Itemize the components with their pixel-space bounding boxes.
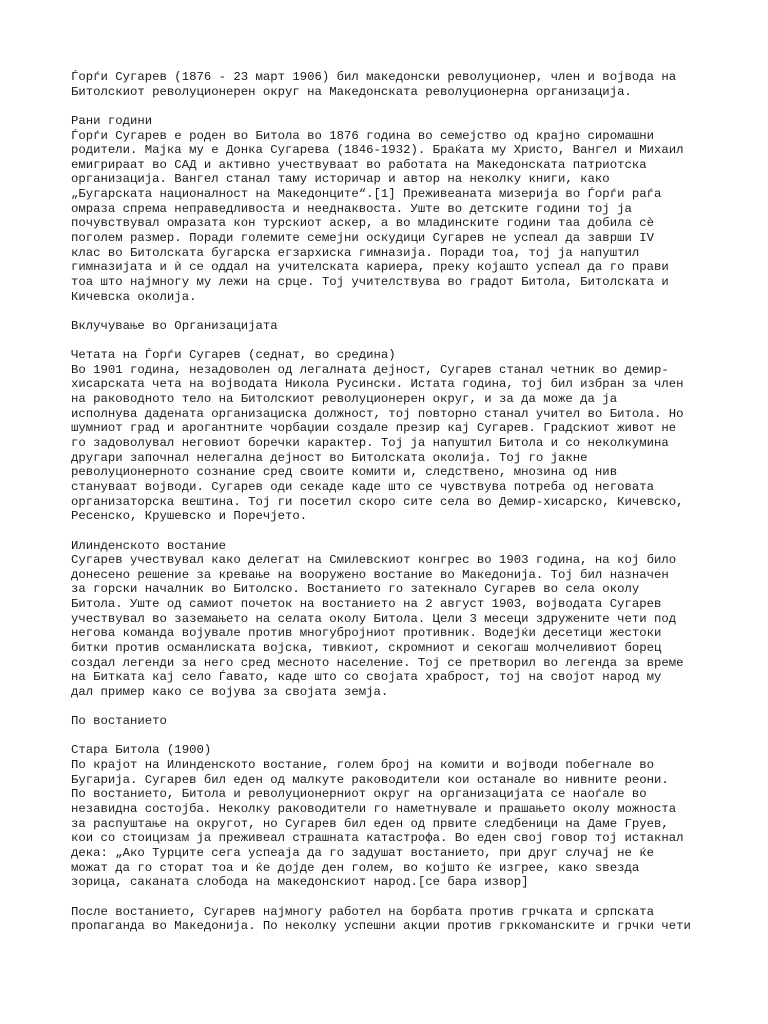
text-line: учествувал во заземањето на селата околу Битола. Цели 3 месеци здружените чети под [71,611,677,626]
text-line: поголем размер. Поради големите семејни оскудици Сугарев не успеал да заврши IV [71,231,654,246]
text-line: Бугарија. Сугарев бил еден од малкуте раководители кои останале во нивните реони. [71,772,669,787]
blank-line [71,700,711,715]
text-line: шумниот град и арогантните чорбаџии создале презир кај Сугарев. Градскиот живот не [71,421,677,436]
text-line: гимназијата и ѝ се оддал на учителската кариера, преку којашто успеал да го прави [71,260,669,275]
blank-line [71,334,711,349]
text-line: создал легенди за него сред месното население. Тој се претворил во легенда за време [71,655,684,670]
text-line: донесено решение за кревање на вооружено востание во Македонија. Тој бил назначен [71,567,669,582]
text-line: По крајот на Илинденското востание, голем број на комити и војводи побегнале во [71,758,654,773]
text-line: Стара Битола (1900) [71,743,212,758]
text-line: дека: „Ако Турците сега успеаја да го задушат востанието, при друг случај не ќе [71,845,654,860]
text-line: незавидна состојба. Неколку раководители го наметнувале и прашањето околу можноста [71,802,677,817]
text-line: пропаганда во Македонија. По неколку успешни акции против грккоманските и грчки чети [71,919,691,934]
text-line: родители. Мајка му е Донка Сугарева (1846-1932). Браќата му Христо, Вангел и Михаил [71,143,684,158]
blank-line [71,729,711,744]
text-line: Битолскиот револуционерен округ на Македонската револуционерна организација. [71,84,632,99]
text-line: Рани години [71,113,153,128]
text-line: Ресенско, Крушевско и Поречјето. [71,509,308,524]
text-line: Сугарев учествувал како делегат на Смилевскиот конгрес во 1903 година, на кој било [71,553,677,568]
text-line: организација. Вангел станал таму историчар и автор на неколку книги, како [71,172,610,187]
text-line: за горски началник во Битолско. Востанието го затекнало Сугарев во села околу [71,582,640,597]
text-line: омраза спрема неправедливоста и нееднаквоста. Уште во детските години тој ја [71,201,632,216]
text-line: стануваат војводи. Сугарев оди секаде каде што се чувствува потреба од неговата [71,479,654,494]
text-line: почувствувал омразата кон турскиот аскер, а во младинските години таа добила сѐ [71,216,654,231]
blank-line [71,890,711,905]
text-line: тоа што најмногу му лежи на срце. Тој учителствува во градот Битола, Битолската и [71,274,669,289]
blank-line [71,524,711,539]
text-line: Кичевска околија. [71,289,197,304]
text-line: револуционерното сознание сред своите комити и, следствено, мнозина од нив [71,465,618,480]
text-line: исполнува дадената организациска должност, тој повторно станал учител во Битола. Но [71,406,684,421]
text-line: го задоволувал неговиот боречки карактер. Тој ја напуштил Битола и со неколкумина [71,436,669,451]
text-line: По востанието, Битола и револуционерниот округ на организацијата се наоѓале во [71,787,647,802]
text-line: Ѓорѓи Сугарев (1876 - 23 март 1906) бил македонски револуционер, член и војвода на [71,70,677,84]
text-line: клас во Битолската бугарска егзархиска гимназија. Поради тоа, тој ја напуштил [71,245,640,260]
text-line: емигрираат во САД и активно учествуваат во работата на Македонската патриотска [71,157,647,172]
blank-line [71,304,711,319]
text-line: По востанието [71,714,167,729]
blank-line [71,99,711,114]
text-line: Вклучување во Организацијата [71,318,278,333]
text-line: хисарската чета на војводата Никола Русински. Истата година, тој бил избран за член [71,377,684,392]
text-line: зорица, саканата слобода на македонскиот народ.[се бара извор] [71,875,529,890]
text-line: на раководното тело на Битолскиот револуционерен округ, и за да може да ја [71,392,618,407]
text-line: за распуштање на округот, но Сугарев бил еден од првите следбеници на Даме Груев, [71,816,669,831]
text-line: Битола. Уште од самиот почеток на востанието на 2 август 1903, војводата Сугарев [71,597,662,612]
document-page [71,70,711,934]
text-line: дал пример како се војува за својата земја. [71,684,389,699]
text-line: другари започнал нелегална дејност во Битолската околија. Тој го јакне [71,450,588,465]
text-line: кои со стоицизам ја преживеал страшната катастрофа. Во еден свој говор тој истакнал [71,831,684,846]
text-line: на Битката кај село Ѓавато, каде што со својата храброст, тој на својот народ му [71,670,662,685]
text-line: негова команда војувале против многубројниот противник. Водејќи десетици жестоки [71,626,662,641]
text-line: После востанието, Сугарев најмногу работел на борбата против грчката и српската [71,904,654,919]
text-line: можат да го сторат тоа и ќе дојде ден голем, во којшто ќе изгрее, како ѕвезда [71,860,640,875]
text-line: Четата на Ѓорѓи Сугарев (седнат, во средина) [71,348,396,363]
text-line: „Бугарската националност на Македонците“.[1] Преживеаната мизерија во Ѓорѓи раѓа [71,187,662,202]
text-line: организаторска вештина. Тој ги посетил скоро сите села во Демир-хисарско, Кичевско, [71,494,684,509]
text-line: Ѓорѓи Сугарев е роден во Битола во 1876 година во семејство од крајно сиромашни [71,128,654,143]
text-line: Во 1901 година, незадоволен од легалната дејност, Сугарев станал четник во демир- [71,362,669,377]
text-line: Илинденското востание [71,538,226,553]
text-line: битки против османлиската војска, тивкиот, скромниот и секогаш молчеливиот борец [71,640,662,655]
